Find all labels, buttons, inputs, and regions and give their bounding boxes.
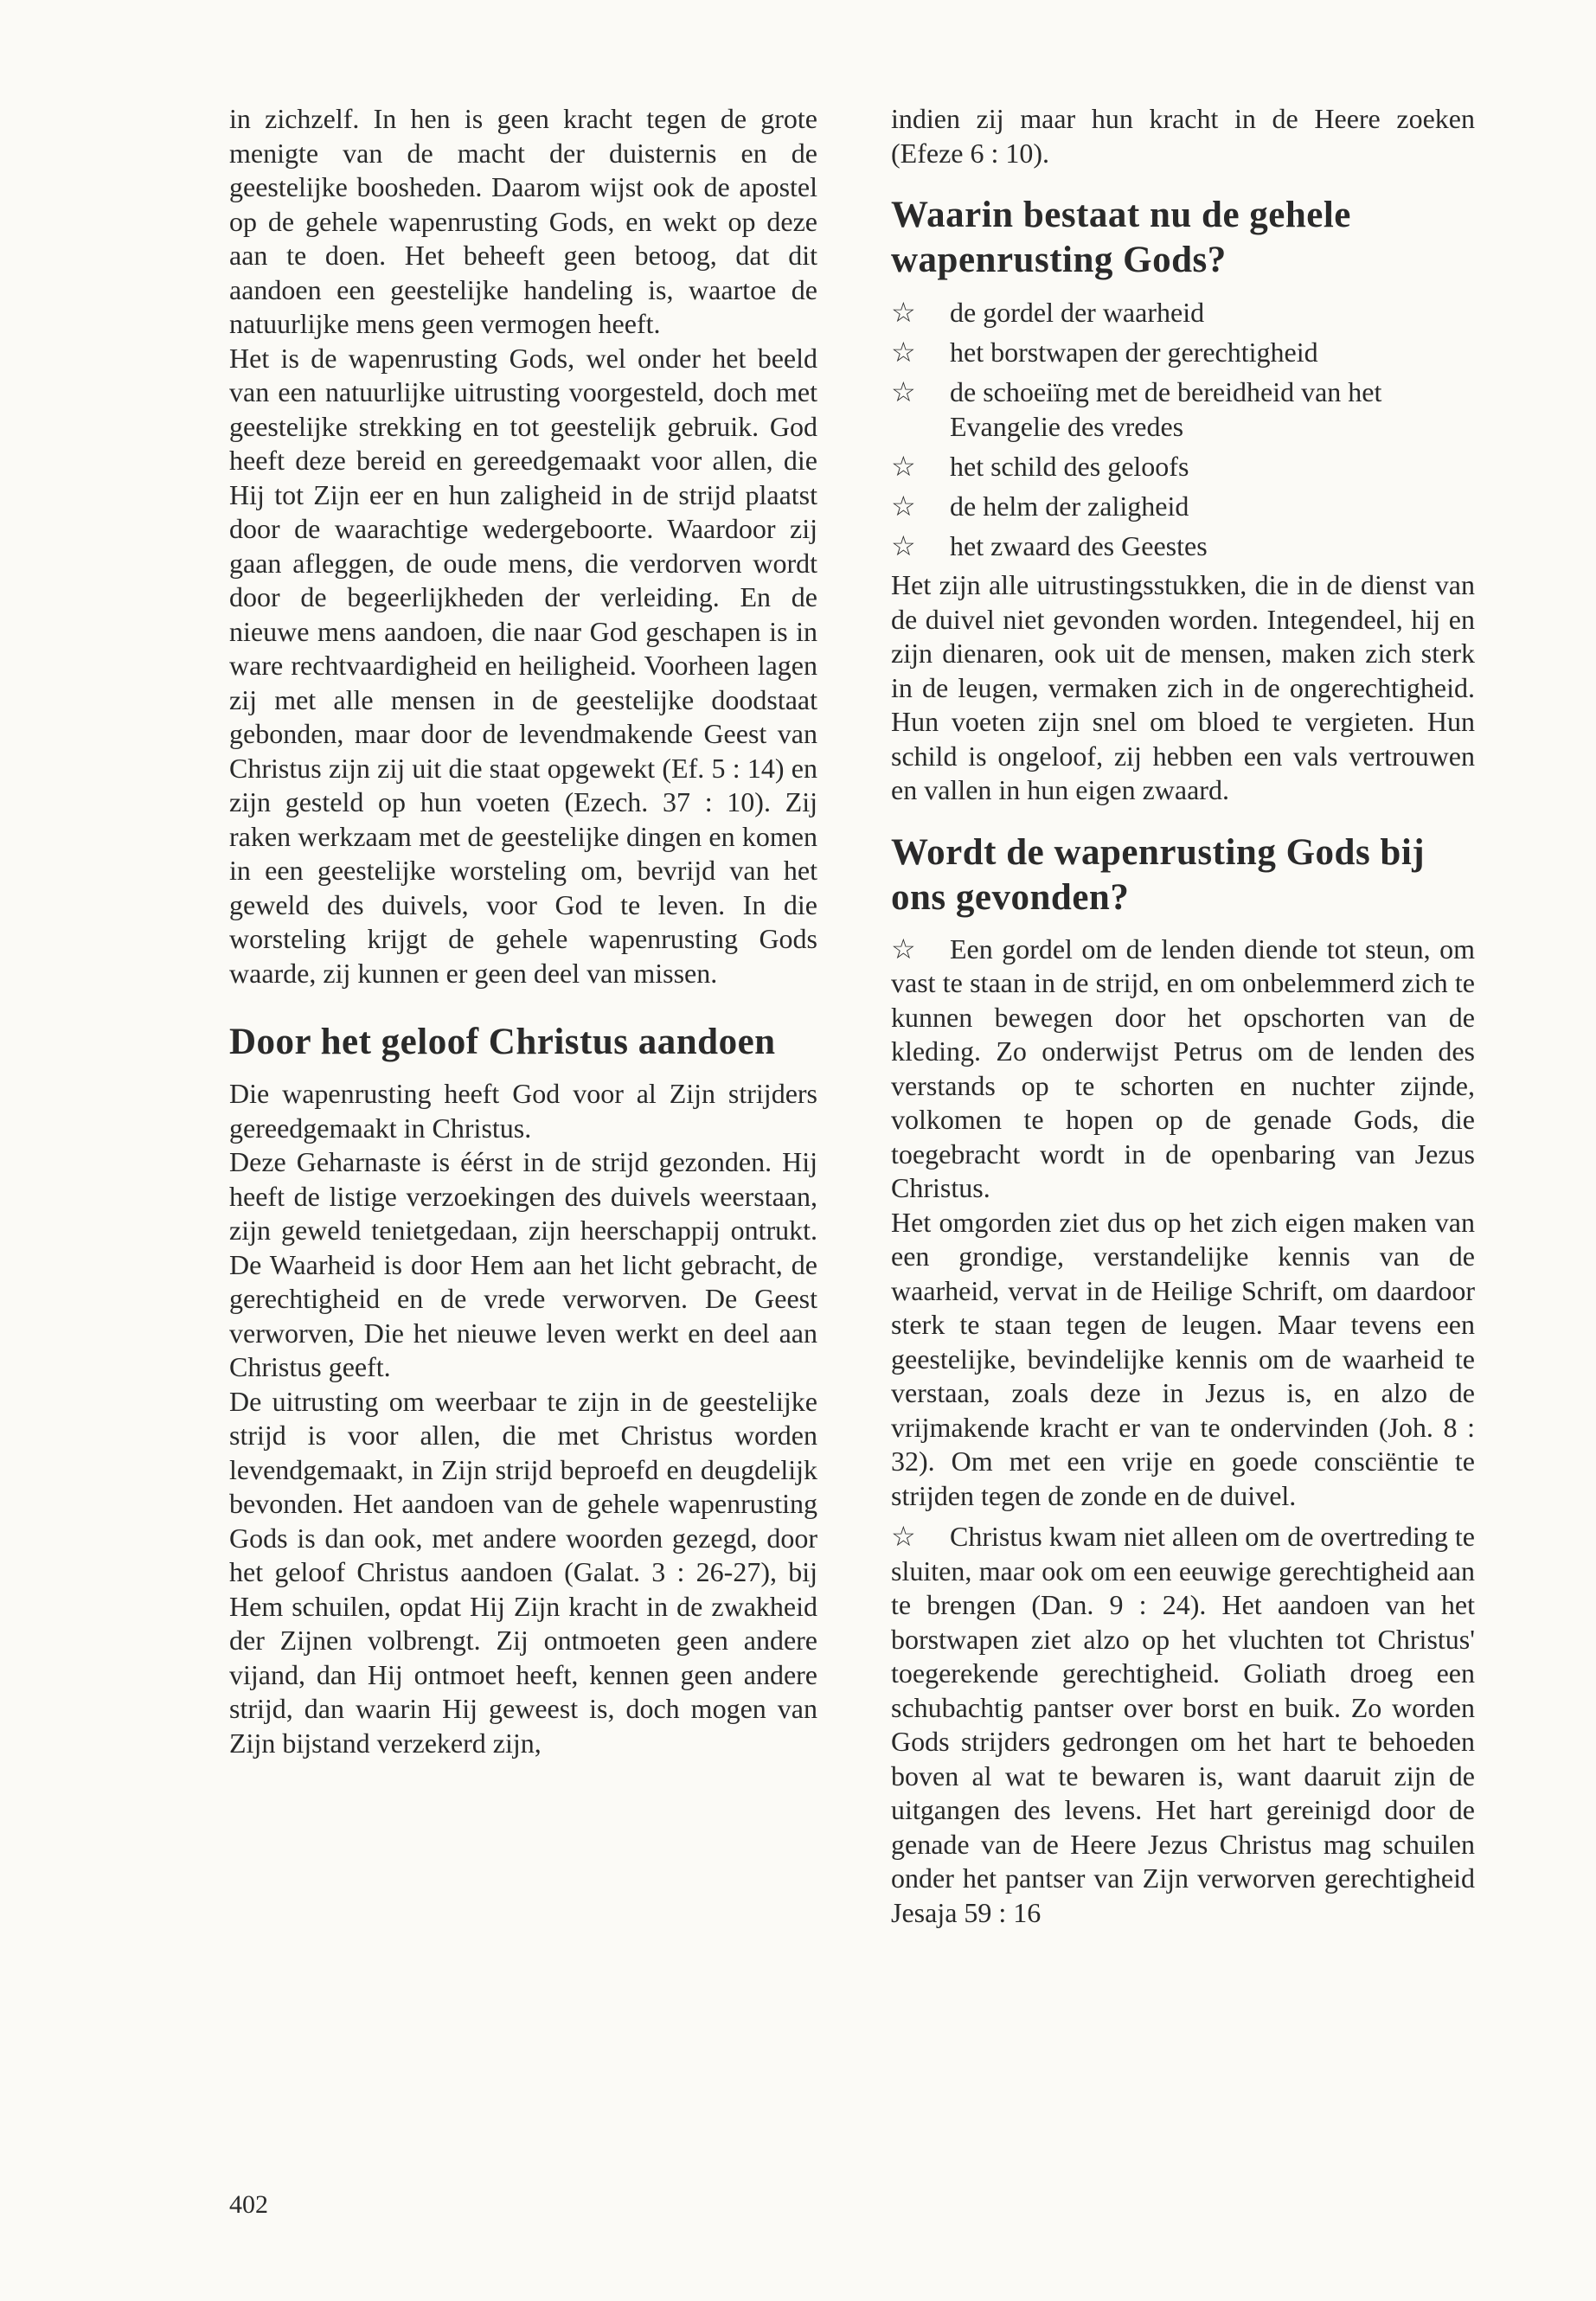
star-icon: ☆ bbox=[891, 530, 916, 561]
left-paragraph-5: De uitrusting om weerbaar te zijn in de geestelijke strijd is voor allen, die met Christus worden levendgemaakt, in Zijn strijd beproefd en deugdelijk bevonden. Het aandoen van de gehele wapenrusting Gods is dan ook, met andere woorden gezegd, door het geloof Christus aandoen (Galat. 3 : 26-27), bij Hem schuilen, opdat Hij Zijn kracht in de zwakheid der Zijnen volbrengt. Zij ontmoeten geen andere vijand, dan Hij ontmoet heeft, kennen geen andere strijd, dan waarin Hij geweest is, doch mogen van Zijn bijstand verzekerd zijn, bbox=[229, 1385, 817, 1759]
right-paragraph-2: Het omgorden ziet dus op het zich eigen maken van een grondige, verstandelijke kennis van de waarheid, vervat in de Heilige Schrift, om daardoor sterk te staan tegen de leugen. Maar tevens een geestelijke, bevindelijke kennis om de waarheid te verstaan, zoals deze in Jezus is, en alzo de vrijmakende kracht er van te ondervinden (Joh. 8 : 32). Om met een vrije en goede consciëntie te strijden tegen de zonde en de duivel. bbox=[891, 1206, 1475, 1511]
star-icon: ☆ bbox=[891, 297, 916, 328]
section-heading-wapenrusting: Waarin bestaat nu de gehele wapenrusting Gods? bbox=[891, 195, 1351, 280]
right-bullet-gordel: ☆ Een gordel om de lenden diende tot steun, om vast te staan in de strijd, en om onbelemmerd zich te kunnen bewegen door het opschorten van de kleding. Zo onderwijst Petrus om de lenden des verstands op te schorten en nuchter zijnde, volkomen te hopen op de genade Gods, die toegebracht wordt in de openbaring van Jezus Christus. bbox=[891, 933, 1475, 1203]
left-paragraph-2: Het is de wapenrusting Gods, wel onder het beeld van een natuurlijke uitrusting voorgesteld, doch met geestelijke strekking en tot geestelijk gebruik. God heeft deze bereid en gereedgemaakt voor allen, die Hij tot Zijn eer en hun zaligheid in de strijd plaatst door de waarachtige wedergeboorte. Waardoor zij gaan afleggen, de oude mens, die verdorven wordt door de begeerlijkheden der verleiding. En de nieuwe mens aandoen, die naar God geschapen is in ware rechtvaardigheid en heiligheid. Voorheen lagen zij met alle mensen in de geestelijke doodstaat gebonden, maar door de levendmakende Geest van Christus zijn zij uit die staat opgewekt (Ef. 5 : 14) en zijn gesteld op hun voeten (Ezech. 37 : 10). Zij raken werkzaam met de geestelijke dingen en komen in een geestelijke worsteling om, bevrijd van het geweld des duivels, voor God te leven. In die worsteling krijgt de gehele wapenrusting Gods waarde, zij kunnen er geen deel van missen. bbox=[229, 342, 817, 989]
armor-list bbox=[891, 295, 1475, 563]
left-paragraph-1: in zichzelf. In hen is geen kracht tegen de grote menigte van de macht der duisternis en de geestelijke boosheden. Daarom wijst ook de apostel op de gehele wapenrusting Gods, en wekt op deze aan te doen. Het beheeft geen betoog, dat dit aandoen een geestelijke handeling is, waartoe de natuurlijke mens geen vermogen heeft. bbox=[229, 103, 817, 339]
left-paragraph-4: Deze Geharnaste is éérst in de strijd gezonden. Hij heeft de listige verzoekingen des duivels weerstaan, zijn geweld tenietgedaan, zijn heerschappij ontrukt. De Waarheid is door Hem aan het licht gebracht, de gerechtigheid en de vrede verworven. De Geest verworven, Die het nieuwe leven werkt en deel aan Christus geeft. bbox=[229, 1146, 817, 1382]
star-icon: ☆ bbox=[891, 451, 916, 482]
page-number: 402 bbox=[229, 2190, 268, 2219]
list-item: ☆ de schoeiïng met de bereidheid van het Evangelie des vredes bbox=[891, 376, 1382, 442]
section-heading-gevonden: Wordt de wapenrusting Gods bij ons gevonden? bbox=[891, 831, 1426, 918]
left-paragraph-3: Die wapenrusting heeft God voor al Zijn strijders gereedgemaakt in Christus. bbox=[229, 1078, 817, 1144]
list-item: ☆ de helm der zaligheid bbox=[891, 490, 1189, 522]
star-icon: ☆ bbox=[891, 336, 916, 368]
right-bullet-borstwapen: ☆ Christus kwam niet alleen om de overtreding te sluiten, maar ook om een eeuwige gerechtigheid aan te brengen (Dan. 9 : 24). Het aandoen van het borstwapen ziet alzo op het vluchten tot Christus' toegerekende gerechtigheid. Goliath droeg een schubachtig pantser over borst en buik. Zo worden Gods strijders gedrongen om het hart te behoeden boven al wat te bewaren is, want daaruit zijn de uitgangen des levens. Het hart gereinigd door de genade van de Heere Jezus Christus mag schuilen onder het pantser van Zijn verworven gerechtigheid Jesaja 59 : 16 bbox=[891, 1521, 1475, 1928]
right-paragraph-1: Het zijn alle uitrustingsstukken, die in de dienst van de duivel niet gevonden worden. Integendeel, hij en zijn dienaren, ook uit de mensen, maken zich sterk in de leugen, vermaken zich in de ongerechtigheid. Hun voeten zijn snel om bloed te vergieten. Hun schild is ongeloof, zij hebben een vals vertrouwen en vallen in hun eigen zwaard. bbox=[891, 569, 1475, 805]
star-icon: ☆ bbox=[891, 490, 916, 522]
right-column bbox=[891, 102, 1475, 1930]
section-heading-christus-aandoen: Door het geloof Christus aandoen bbox=[229, 1022, 776, 1062]
left-column bbox=[229, 102, 817, 1760]
list-item: ☆ het schild des geloofs bbox=[891, 451, 1189, 482]
list-item: ☆ de gordel der waarheid bbox=[891, 297, 1205, 328]
star-icon: ☆ bbox=[891, 1521, 916, 1552]
right-intro: indien zij maar hun kracht in de Heere zoeken (Efeze 6 : 10). bbox=[891, 103, 1475, 169]
star-icon: ☆ bbox=[891, 933, 916, 965]
star-icon: ☆ bbox=[891, 376, 916, 407]
list-item: ☆ het zwaard des Geestes bbox=[891, 530, 1208, 561]
list-item: ☆ het borstwapen der gerechtigheid bbox=[891, 336, 1318, 368]
